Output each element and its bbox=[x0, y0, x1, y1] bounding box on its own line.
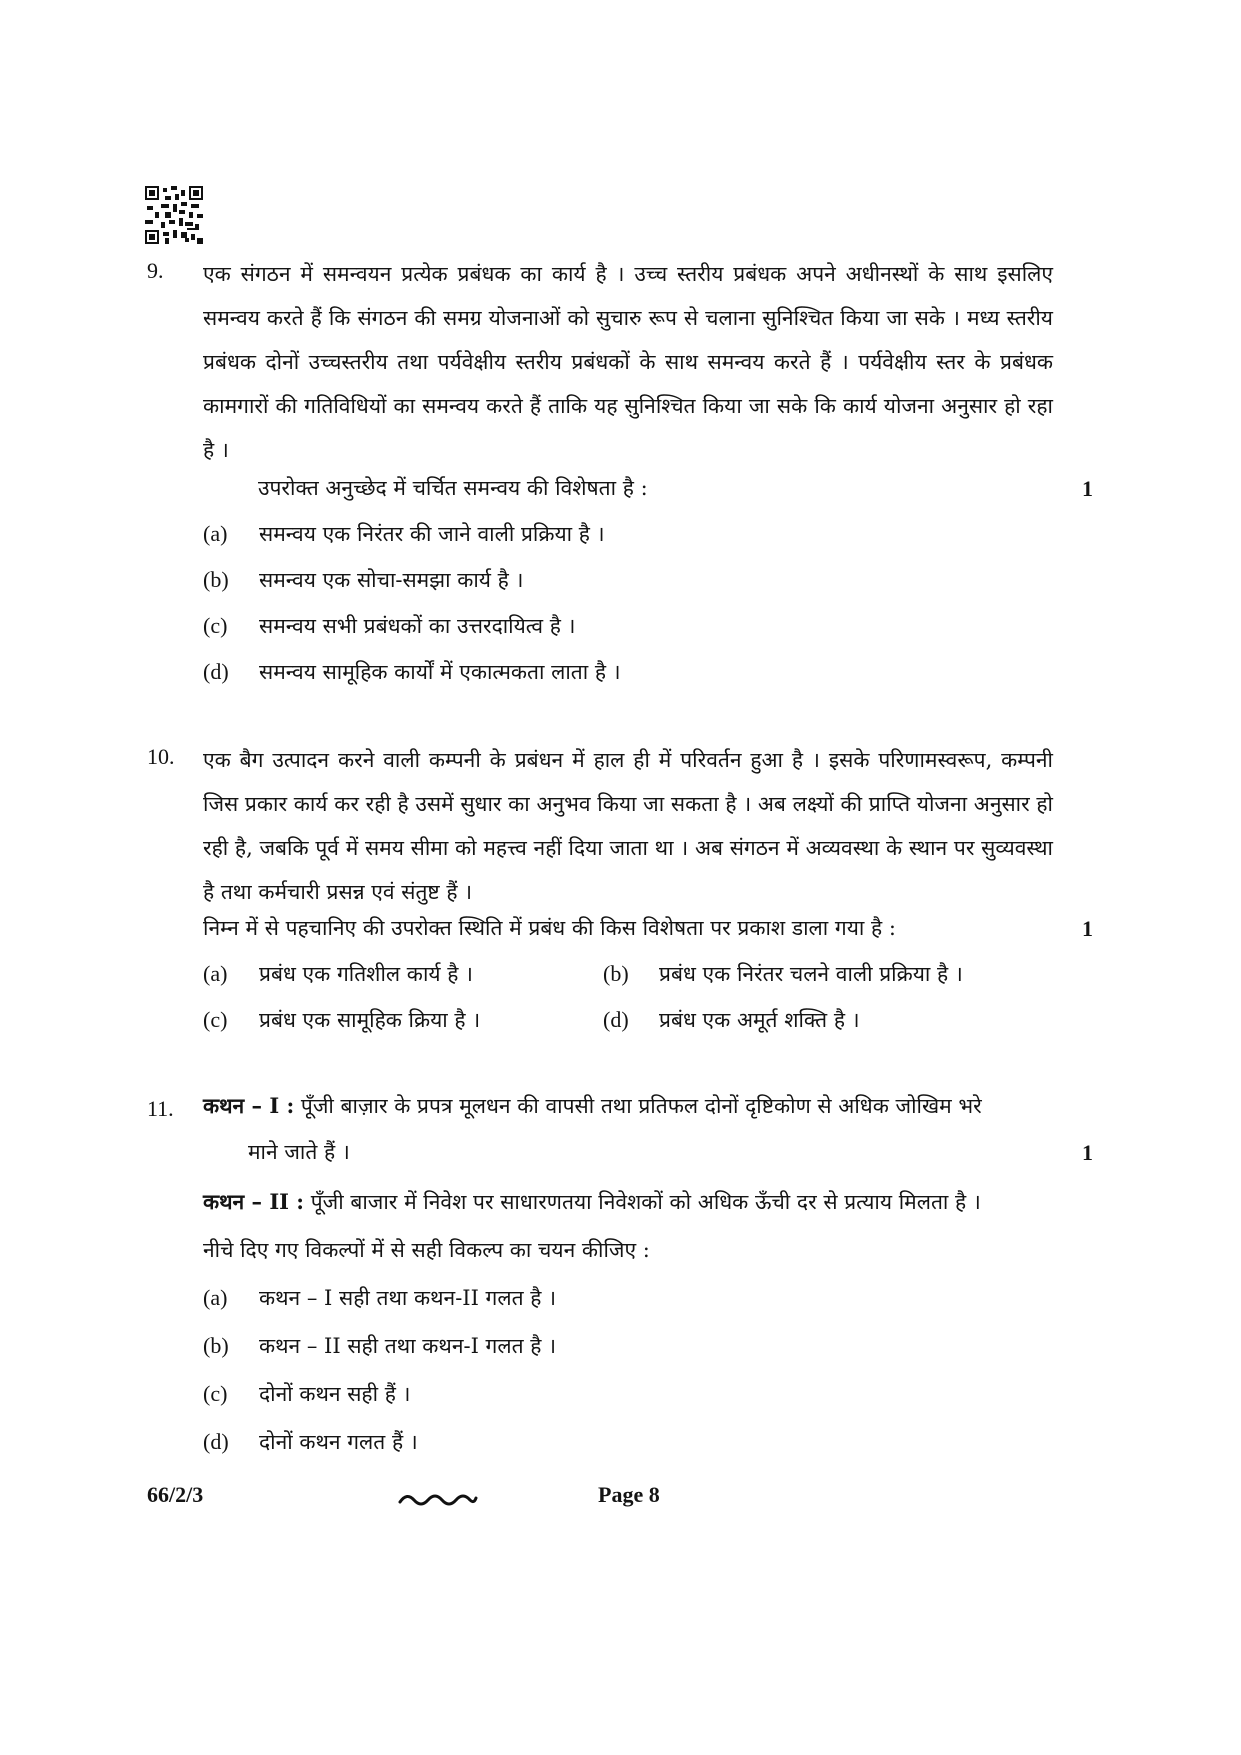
question-9-number: 9. bbox=[147, 258, 164, 283]
question-10-number: 10. bbox=[147, 744, 175, 769]
statement-2-text: पूँजी बाजार में निवेश पर साधारणतया निवेशकों को अधिक ऊँची दर से प्रत्याय मिलता है । bbox=[310, 1190, 981, 1214]
option-label: (c) bbox=[203, 1007, 228, 1032]
qr-code bbox=[145, 186, 203, 244]
question-9-prompt: उपरोक्त अनुच्छेद में चर्चित समन्वय की विशेषता है : bbox=[258, 476, 648, 500]
option-label: (b) bbox=[203, 1333, 229, 1358]
option-text: प्रबंध एक गतिशील कार्य है । bbox=[259, 962, 474, 986]
option-text: दोनों कथन सही हैं । bbox=[259, 1382, 411, 1406]
question-10-text: एक बैग उत्पादन करने वाली कम्पनी के प्रबंधन में हाल ही में परिवर्तन हुआ है । इसके परिणामस्वरूप, कम्पनी जिस प्रकार कार्य कर रही है उसमें सुधार का अनुभव किया जा सकता है । अब लक्ष्यों की प्राप्ति योजना अनुसार हो रही है, जबकि पूर्व में समय सीमा को महत्त्व नहीं दिया जाता था । अब संगठन में अव्यवस्था के स्थान पर सुव्यवस्था है तथा कर्मचारी प्रसन्न एवं संतुष्ट हैं । bbox=[203, 748, 1053, 904]
question-10-marks: 1 bbox=[1082, 916, 1093, 941]
option-text: कथन – II सही तथा कथन-I गलत है । bbox=[259, 1334, 557, 1358]
statement-1 bbox=[203, 1092, 982, 1120]
question-11-prompt: नीचे दिए गए विकल्पों में से सही विकल्प का चयन कीजिए : bbox=[203, 1238, 650, 1262]
question-11-option-a bbox=[203, 1284, 556, 1312]
option-label: (c) bbox=[203, 613, 228, 638]
question-9-option-b bbox=[203, 566, 523, 594]
question-9-text: एक संगठन में समन्वयन प्रत्येक प्रबंधक का कार्य है । उच्च स्तरीय प्रबंधक अपने अधीनस्थों के साथ इसलिए समन्वय करते हैं कि संगठन की समग्र योजनाओं को सुचारु रूप से चलाना सुनिश्चित किया जा सके । मध्य स्तरीय प्रबंधक दोनों उच्चस्तरीय तथा पर्यवेक्षीय स्तरीय प्रबंधकों के साथ समन्वय करते हैं । पर्यवेक्षीय स्तर के प्रबंधक कामगारों की गतिविधियों का समन्वय करते हैं ताकि यह सुनिश्चित किया जा सके कि कार्य योजना अनुसार हो रहा है । bbox=[203, 262, 1053, 462]
question-11-number: 11. bbox=[147, 1096, 174, 1121]
option-text: प्रबंध एक अमूर्त शक्ति है । bbox=[659, 1008, 860, 1032]
question-10-option-a bbox=[203, 960, 473, 988]
option-label: (a) bbox=[203, 961, 228, 986]
option-text: प्रबंध एक निरंतर चलने वाली प्रक्रिया है । bbox=[659, 962, 963, 986]
question-10-option-d bbox=[603, 1006, 860, 1034]
question-11-option-d bbox=[203, 1428, 418, 1456]
option-text: समन्वय एक सोचा-समझा कार्य है । bbox=[259, 568, 524, 592]
option-text: समन्वय सभी प्रबंधकों का उत्तरदायित्व है । bbox=[259, 614, 576, 638]
question-9-option-a bbox=[203, 520, 605, 548]
option-text: समन्वय एक निरंतर की जाने वाली प्रक्रिया है । bbox=[259, 522, 605, 546]
option-label: (d) bbox=[203, 659, 229, 684]
paper-code: 66/2/3 bbox=[147, 1482, 204, 1507]
statement-1-text: पूँजी बाज़ार के प्रपत्र मूलधन की वापसी तथा प्रतिफल दोनों दृष्टिकोण से अधिक जोखिम भरे bbox=[300, 1094, 982, 1118]
question-9-marks: 1 bbox=[1082, 476, 1093, 501]
option-text: कथन – I सही तथा कथन-II गलत है । bbox=[259, 1286, 557, 1310]
option-label: (a) bbox=[203, 1285, 228, 1310]
option-label: (d) bbox=[603, 1007, 629, 1032]
question-10-prompt: निम्न में से पहचानिए की उपरोक्त स्थिति में प्रबंध की किस विशेषता पर प्रकाश डाला गया है : bbox=[203, 916, 896, 940]
option-label: (b) bbox=[203, 567, 229, 592]
wave-ornament-icon bbox=[398, 1492, 478, 1508]
option-text: समन्वय सामूहिक कार्यों में एकात्मकता लाता है । bbox=[259, 660, 621, 684]
option-label: (c) bbox=[203, 1381, 228, 1406]
question-10-option-b bbox=[603, 960, 963, 988]
option-text: दोनों कथन गलत हैं । bbox=[259, 1430, 418, 1454]
statement-2 bbox=[203, 1188, 981, 1216]
statement-1-label: कथन – I : bbox=[203, 1093, 295, 1118]
statement-1-continued: माने जाते हैं । bbox=[248, 1140, 350, 1164]
question-11-marks: 1 bbox=[1082, 1140, 1093, 1165]
question-11-option-c bbox=[203, 1380, 410, 1408]
question-9-option-c bbox=[203, 612, 576, 640]
option-label: (b) bbox=[603, 961, 629, 986]
question-11-option-b bbox=[203, 1332, 556, 1360]
question-10-option-c bbox=[203, 1006, 480, 1034]
question-9-option-d bbox=[203, 658, 621, 686]
option-label: (d) bbox=[203, 1429, 229, 1454]
option-label: (a) bbox=[203, 521, 228, 546]
option-text: प्रबंध एक सामूहिक क्रिया है । bbox=[259, 1008, 481, 1032]
page-number: Page 8 bbox=[598, 1482, 660, 1507]
statement-2-label: कथन – II : bbox=[203, 1189, 305, 1214]
